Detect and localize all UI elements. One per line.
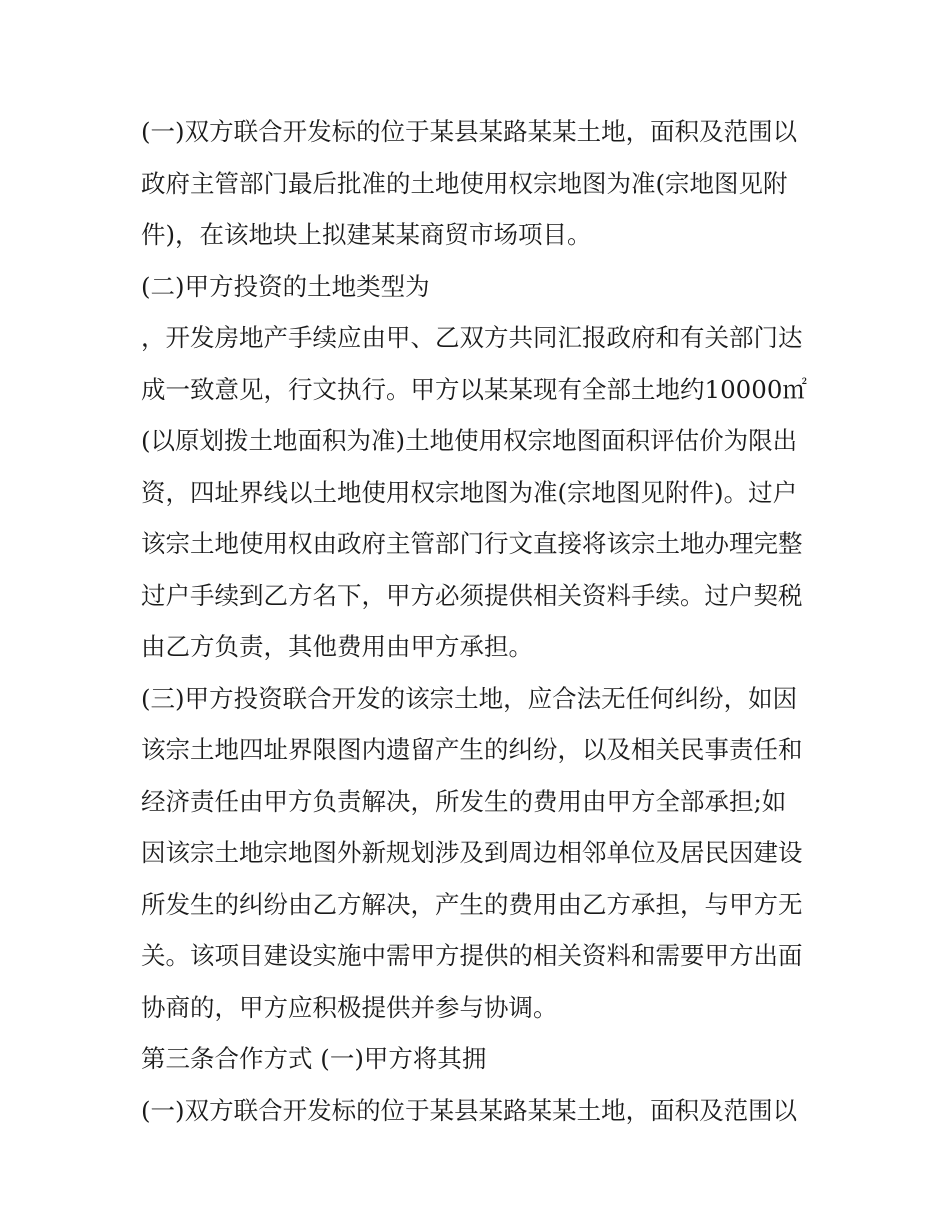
text-line: 协商的，甲方应积极提供并参与协调。 (141, 992, 558, 1022)
paragraph-2 (141, 261, 821, 313)
text-line: 该宗土地四址界限图内遗留产生的纠纷，以及相关民事责任和 (141, 735, 803, 764)
text-line: (三)甲方投资联合开发的该宗土地，应合法无任何纠纷，如因 (141, 683, 798, 713)
paragraph-1 (141, 106, 821, 261)
text-line: 件)，在该地块上拟建某某商贸市场项目。 (141, 220, 592, 249)
text-line: 该宗土地使用权由政府主管部门行文直接将该宗土地办理完整 (141, 529, 803, 558)
text-line: 因该宗土地宗地图外新规划涉及到周边相邻单位及居民因建设 (141, 838, 803, 867)
text-line: 关。该项目建设实施中需甲方提供的相关资料和需要甲方出面 (141, 941, 803, 970)
paragraph-6 (141, 1085, 821, 1137)
text-line: 第三条合作方式 (一)甲方将其拥 (141, 1044, 487, 1073)
paragraph-3 (141, 312, 821, 673)
text-line: (以原划拨土地面积为准)土地使用权宗地图面积评估价为限出 (141, 426, 798, 455)
text-line: 过户手续到乙方名下，甲方必须提供相关资料手续。过户契税 (141, 580, 803, 610)
section-heading-article-3 (141, 1033, 821, 1085)
text-line: (二)甲方投资的土地类型为 (141, 271, 430, 301)
text-line: 由乙方负责，其他费用由甲方承担。 (141, 632, 533, 661)
text-line: 资，四址界线以土地使用权宗地图为准(宗地图见附件)。过户 (141, 477, 798, 507)
text-line: (一)双方联合开发标的位于某县某路某某土地，面积及范围以 (141, 1095, 798, 1125)
text-line: 所发生的纠纷由乙方解决，产生的费用由乙方承担，与甲方无 (141, 889, 803, 919)
text-line: 政府主管部门最后批准的土地使用权宗地图为准(宗地图见附 (141, 168, 788, 198)
text-line: (一)双方联合开发标的位于某县某路某某土地，面积及范围以 (141, 117, 798, 146)
text-line: ，开发房地产手续应由甲、乙双方共同汇报政府和有关部门达 (141, 323, 803, 352)
document-body (141, 106, 821, 1136)
text-line: 经济责任由甲方负责解决，所发生的费用由甲方全部承担;如 (141, 786, 787, 816)
paragraph-4 (141, 673, 821, 1034)
text-line: 成一致意见，行文执行。甲方以某某现有全部土地约10000㎡ (141, 374, 807, 404)
